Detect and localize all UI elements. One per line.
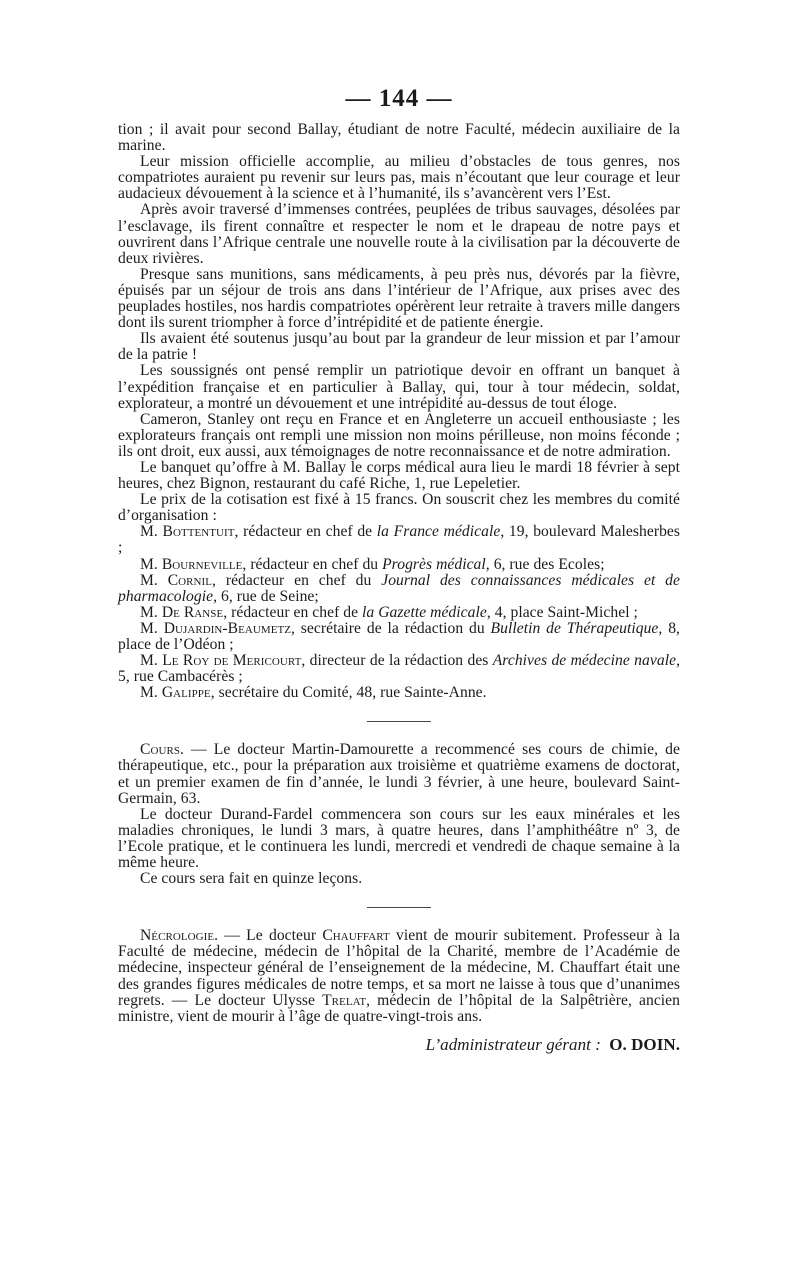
member-name: Bourneville [161,555,243,573]
paragraph: Après avoir traversé d’immenses contrées, peuplées de tribus sauvages, désolées par l’esclavage, ils firent connaître et respecter le nom et le drapeau de notre pays et ouvrirent dans l’Afrique centrale une nouvelle route à la civilisation par la découverte de deux rivières. [118,201,680,267]
paragraph: Le banquet qu’offre à M. Ballay le corps médical aura lieu le mardi 18 février à sept heures, chez Bignon, restaurant du café Riche, 1, rue Lepeletier. [118,458,680,493]
committee-member: M. Galippe, secrétaire du Comité, 48, rue Sainte-Anne. [140,684,487,702]
publication: Journal des connaissances médicales et de pharmacologie [118,571,680,605]
paragraph: Les soussignés ont pensé remplir un patriotique devoir en offrant un banquet à l’expédition française et en particulier à Ballay, qui, tour à tour médecin, soldat, explorateur, a montré un dévouement et une intrépidité au-dessus de tout éloge. [118,362,680,412]
publication: la France médicale [376,523,501,541]
member-name: Le Roy de Mericourt [162,652,302,670]
cours-section [118,742,680,887]
body-text [118,122,680,1053]
committee-member: M. Bottentuit, rédacteur en chef de la France médicale, 19, boulevard Malesherbes ; [118,523,681,557]
paragraph: Le docteur Durand-Fardel commencera son cours sur les eaux minérales et les maladies chroniques, le lundi 3 mars, à quatre heures, dans l’amphithéâtre nº 3, de l’Ecole pratique, et le continuera les lundi, mercredi et vendredi de chaque semaine à la même heure. [118,805,680,872]
publication: Archives de médecine navale [492,652,677,670]
paragraph: Cours. — Le docteur Martin-Damourette a recommencé ses cours de chimie, de thérapeutique, etc., pour la préparation aux troisième et quatrième examens de doctorat, et un premier examen de fin d’année, le lundi 3 février, à une heure, boulevard Saint-Germain, 63. [118,741,680,807]
committee-member: M. Le Roy de Mericourt, directeur de la rédaction des Archives de médecine navale, 5, rue Cambacérès ; [118,652,681,686]
member-name: Dujardin-Beaumetz [163,619,292,637]
page-number: — 144 — [345,85,453,112]
paragraph: Cameron, Stanley ont reçu en France et en Angleterre un accueil enthousiaste ; les explorateurs français ont rempli une mission non moins périlleuse, non moins féconde ; ils ont droit, eux aussi, aux témoignages de notre reconnaissance et de notre admiration. [118,410,680,460]
paragraph: Ce cours sera fait en quinze leçons. [140,870,363,888]
member-name: Galippe [161,684,211,702]
section-divider [367,907,431,908]
paragraph: Presque sans munitions, sans médicaments, à peu près nus, dévorés par la fièvre, épuisés par un séjour de trois ans dans l’intérieur de l’Afrique, aux prises avec des peuplades hostiles, nos hardis compatriotes opérèrent leur retraite à travers mille dangers dont ils surent triompher à force d’intrépidité et de patiente énergie. [118,265,680,332]
publication: Progrès médical [382,555,486,573]
section-label: Nécrologie. [140,927,219,945]
committee-member: M. De Ranse, rédacteur en chef de la Gazette médicale, 4, place Saint-Michel ; [140,603,638,621]
paragraph: Ils avaient été soutenus jusqu’au bout par la grandeur de leur mission et par l’amour de la patrie ! [118,330,680,364]
necrologie-section [118,928,680,1025]
committee-list [118,524,680,701]
committee-member: M. Bourneville, rédacteur en chef du Progrès médical, 6, rue des Ecoles; [140,555,605,573]
signature-name: O. DOIN. [609,1034,680,1054]
member-name: Bottentuit [162,523,235,541]
section-label: Cours. [140,741,184,759]
signature [118,1034,680,1054]
paragraph: Nécrologie. — Le docteur Chauffart vient de mourir subitement. Professeur à la Faculté de médecine, médecin de l’hôpital de la Charité, membre de l’Académie de médecine, inspecteur général de l’enseignement de la médecine, M. Chauffart était une des grandes figures médicales de notre temps, et sa mort ne laisse à tous que d’unanimes regrets. — Le docteur Ulysse Trelat, médecin de l’hôpital de la Salpêtrière, ancien ministre, vient de mourir à l’âge de quatre-vingt-trois ans. [118,927,681,1025]
member-name: De Ranse [161,603,224,621]
paragraph: tion ; il avait pour second Ballay, étudiant de notre Faculté, médecin auxiliaire de la marine. [118,121,680,155]
paragraph: Le prix de la cotisation est fixé à 15 francs. On souscrit chez les membres du comité d’organisation : [118,491,680,525]
section-divider [367,721,431,722]
person-name: Trelat [322,991,367,1009]
signature-role: L’administrateur gérant : [425,1034,601,1054]
publication: Bulletin de Thérapeutique [490,619,659,637]
committee-member: M. Dujardin-Beaumetz, secrétaire de la rédaction du Bulletin de Thérapeutique, 8, place de l’Odéon ; [118,619,681,653]
committee-member: M. Cornil, rédacteur en chef du Journal des connaissances médicales et de pharmacologie, 6, rue de Seine; [118,571,680,605]
person-name: Chauffart [322,927,390,945]
paragraph: Leur mission officielle accomplie, au milieu d’obstacles de tous genres, nos compatriotes auraient pu revenir sur leurs pas, mais n’écoutant que leur courage et leur audacieux dévouement à la science et à l’humanité, ils s’avancèrent vers l’Est. [118,153,680,203]
publication: la Gazette médicale [362,603,487,621]
member-name: Cornil [167,571,213,589]
